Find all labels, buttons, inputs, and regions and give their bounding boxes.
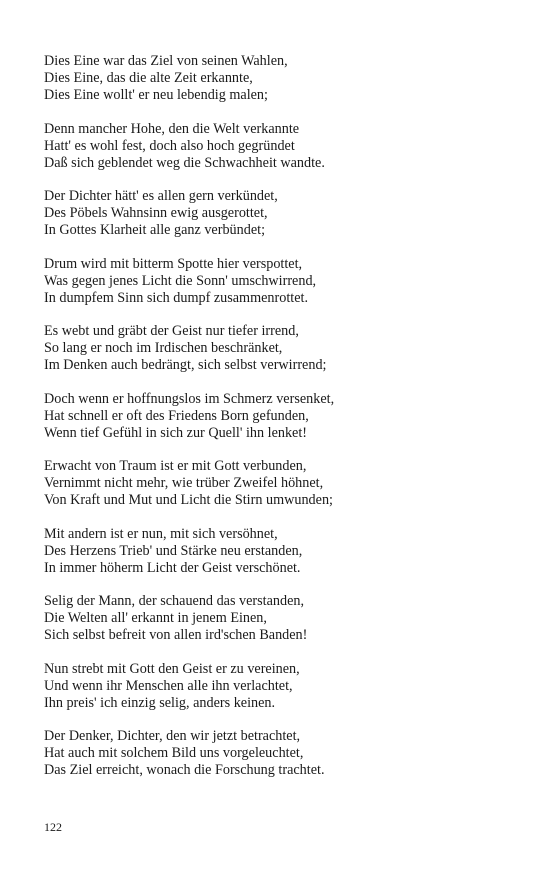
verse-line: In dumpfem Sinn sich dumpf zusammenrottet. [44,289,308,306]
verse-line: Vernimmt nicht mehr, wie trüber Zweifel höhnet, [44,475,324,491]
verse-line: Wenn tief Gefühl in sich zur Quell' ihn lenket! [44,424,308,441]
stanza-11 [44,728,524,779]
stanza-5 [44,323,524,374]
verse-line: Mit andern ist er nun, mit sich versöhnet, [44,525,278,542]
stanza-7 [44,458,524,509]
verse-line: Des Pöbels Wahnsinn ewig ausgerottet, [44,205,268,221]
stanza-2 [44,121,524,172]
verse-line: Nun strebt mit Gott den Geist er zu vereinen, [44,660,300,677]
verse-line: Drum wird mit bitterm Spotte hier verspottet, [44,255,303,272]
stanza-9 [44,593,524,644]
verse-line: Selig der Mann, der schauend das verstanden, [44,593,305,609]
verse-line: Dies Eine, das die alte Zeit erkannte, [44,70,253,86]
verse-line: Hat auch mit solchem Bild uns vorgeleuchtet, [44,745,304,761]
stanza-8 [44,526,524,577]
verse-line: Der Denker, Dichter, den wir jetzt betrachtet, [44,728,301,744]
page-number: 122 [44,820,62,834]
verse-line: Die Welten all' erkannt in jenem Einen, [44,610,267,626]
stanza-4 [44,256,524,307]
verse-line: Denn mancher Hohe, den die Welt verkannte [44,120,300,137]
verse-line: Des Herzens Trieb' und Stärke neu erstanden, [44,542,303,559]
verse-line: Das Ziel erreicht, wonach die Forschung trachtet. [44,762,325,778]
verse-line: Hatt' es wohl fest, doch also hoch gegründet [44,137,295,154]
verse-line: Erwacht von Traum ist er mit Gott verbunden, [44,458,307,474]
verse-line: Dies Eine war das Ziel von seinen Wahlen, [44,53,288,69]
verse-line: In Gottes Klarheit alle ganz verbündet; [44,222,266,238]
verse-line: Und wenn ihr Menschen alle ihn verlachtet, [44,677,293,694]
stanza-1 [44,53,524,104]
verse-line: Sich selbst befreit von allen ird'schen Banden! [44,627,308,643]
verse-line: Ihn preis' ich einzig selig, anders keinen. [44,694,276,711]
verse-line: Im Denken auch bedrängt, sich selbst verwirrend; [44,357,327,373]
verse-line: In immer höherm Licht der Geist verschönet. [44,559,301,576]
stanza-10 [44,661,524,712]
stanza-6 [44,391,524,442]
poem-body [44,53,524,796]
verse-line: Was gegen jenes Licht die Sonn' umschwirrend, [44,272,317,289]
stanza-3 [44,188,524,239]
verse-line: Hat schnell er oft des Friedens Born gefunden, [44,407,309,424]
verse-line: Doch wenn er hoffnungslos im Schmerz versenket, [44,390,335,407]
verse-line: Dies Eine wollt' er neu lebendig malen; [44,87,268,103]
verse-line: So lang er noch im Irdischen beschränket, [44,340,283,356]
verse-line: Daß sich geblendet weg die Schwachheit wandte. [44,154,325,171]
verse-line: Der Dichter hätt' es allen gern verkündet, [44,188,278,204]
verse-line: Von Kraft und Mut und Licht die Stirn umwunden; [44,492,333,508]
verse-line: Es webt und gräbt der Geist nur tiefer irrend, [44,323,299,339]
